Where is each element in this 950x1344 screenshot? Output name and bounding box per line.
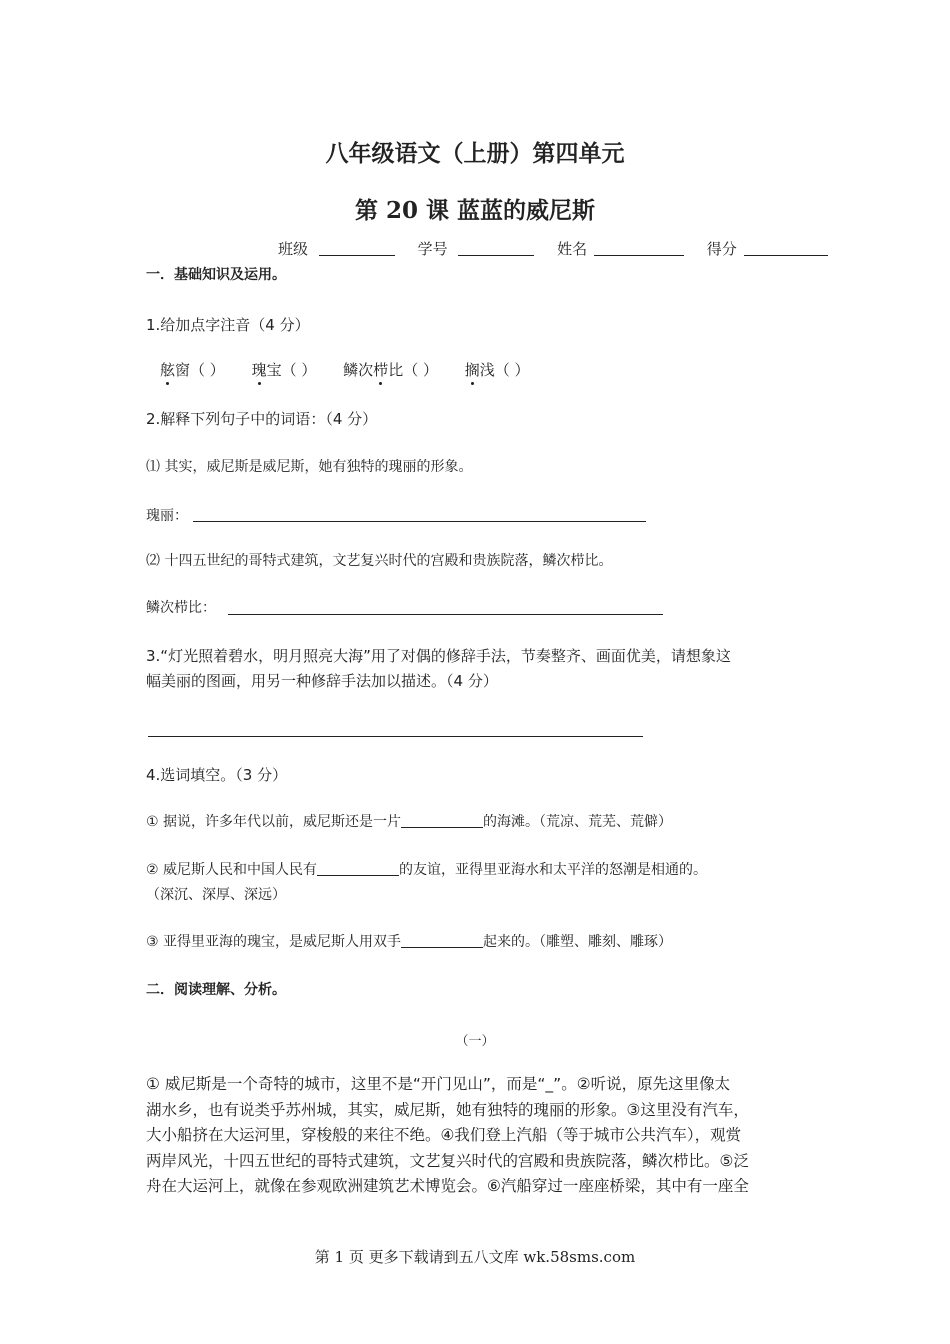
section-2-heading: 二．阅读理解、分析。: [146, 982, 286, 998]
dotted-char: 搁: [464, 361, 480, 379]
reading-part-label: （一）: [455, 1034, 495, 1049]
student-id-label: 学号: [417, 240, 448, 258]
class-blank[interactable]: [319, 239, 395, 256]
fill-blank[interactable]: [401, 933, 483, 948]
name-blank[interactable]: [594, 239, 684, 256]
passage-line: ① 威尼斯是一个奇特的城市，这里不是“开门见山”，而是“_”。②听说，原先这里像太: [146, 1075, 731, 1093]
q3-answer-line[interactable]: [148, 736, 643, 737]
page-footer: 第 1 页 更多下载请到五八文库 wk.58sms.com: [314, 1248, 636, 1266]
q1-item: 鳞次栉比（ ）: [343, 361, 438, 379]
reading-passage: [146, 1072, 806, 1200]
q2-word-1-label: 瑰丽：: [146, 508, 188, 524]
fill-blank[interactable]: [401, 813, 483, 828]
q1-prompt: 1.给加点字注音（4 分）: [146, 316, 310, 334]
q4-item-1: ① 据说，许多年代以前，威尼斯还是一片 的海滩。（荒凉、荒芜、荒僻）: [146, 814, 672, 830]
q3-line-2: 幅美丽的图画，用另一种修辞手法加以描述。（4 分）: [146, 672, 498, 690]
q3-line-1: 3.“灯光照着碧水，明月照亮大海”用了对偶的修辞手法，节奏整齐、画面优美，请想象这: [146, 647, 731, 665]
lesson-title: 第 20 课 蓝蓝的威尼斯: [354, 197, 596, 224]
q2-prompt: 2.解释下列句子中的词语：（4 分）: [146, 410, 378, 428]
q4-item-2: ② 威尼斯人民和中国人民有 的友谊，亚得里亚海水和太平洋的怒潮是相通的。: [146, 862, 708, 878]
q2-sentence-1: ⑴ 其实，威尼斯是威尼斯，她有独特的瑰丽的形象。: [146, 459, 473, 475]
dotted-char: 舷: [160, 361, 176, 379]
q1-item: 搁浅（ ）: [464, 361, 530, 379]
dotted-char: 栉: [373, 361, 389, 379]
dotted-char: 瑰: [251, 361, 267, 379]
student-id-blank[interactable]: [458, 239, 534, 256]
q4-item-3: ③ 亚得里亚海的瑰宝，是威尼斯人用双手 起来的。（雕塑、雕刻、雕琢）: [146, 934, 672, 950]
q1-item: 瑰宝（ ）: [251, 361, 317, 379]
class-label: 班级: [278, 240, 309, 258]
passage-line: 舟在大运河上，就像在参观欧洲建筑艺术博览会。⑥汽船穿过一座座桥梁，其中有一座全: [146, 1177, 749, 1195]
fill-blank[interactable]: [317, 861, 399, 876]
name-label: 姓名: [557, 240, 588, 258]
section-1-heading: 一．基础知识及运用。: [146, 267, 286, 283]
q2-sentence-2: ⑵ 十四五世纪的哥特式建筑，文艺复兴时代的宫殿和贵族院落，鳞次栉比。: [146, 553, 613, 569]
q2-answer-line-1[interactable]: [193, 521, 646, 522]
score-blank[interactable]: [744, 239, 828, 256]
q1-item: 舷窗（ ）: [160, 361, 225, 379]
passage-line: 湖水乡，也有说类乎苏州城，其实，威尼斯，她有独特的瑰丽的形象。③这里没有汽车，: [146, 1100, 749, 1119]
passage-line: 大小船挤在大运河里，穿梭般的来往不绝。④我们登上汽船（等于城市公共汽车），观赏: [146, 1126, 742, 1144]
q2-word-2-label: 鳞次栉比：: [146, 600, 216, 616]
passage-line: 两岸风光，十四五世纪的哥特式建筑，文艺复兴时代的宫殿和贵族院落，鳞次栉比。⑤泛: [146, 1151, 749, 1170]
q4-item-2-options: （深沉、深厚、深远）: [146, 887, 286, 903]
student-info-row: [278, 238, 828, 259]
q2-answer-line-2[interactable]: [228, 614, 663, 615]
document-title: 八年级语文（上册）第四单元: [325, 140, 625, 167]
q4-prompt: 4.选词填空。（3 分）: [146, 766, 288, 784]
score-label: 得分: [706, 240, 737, 258]
q1-items: [160, 359, 530, 380]
